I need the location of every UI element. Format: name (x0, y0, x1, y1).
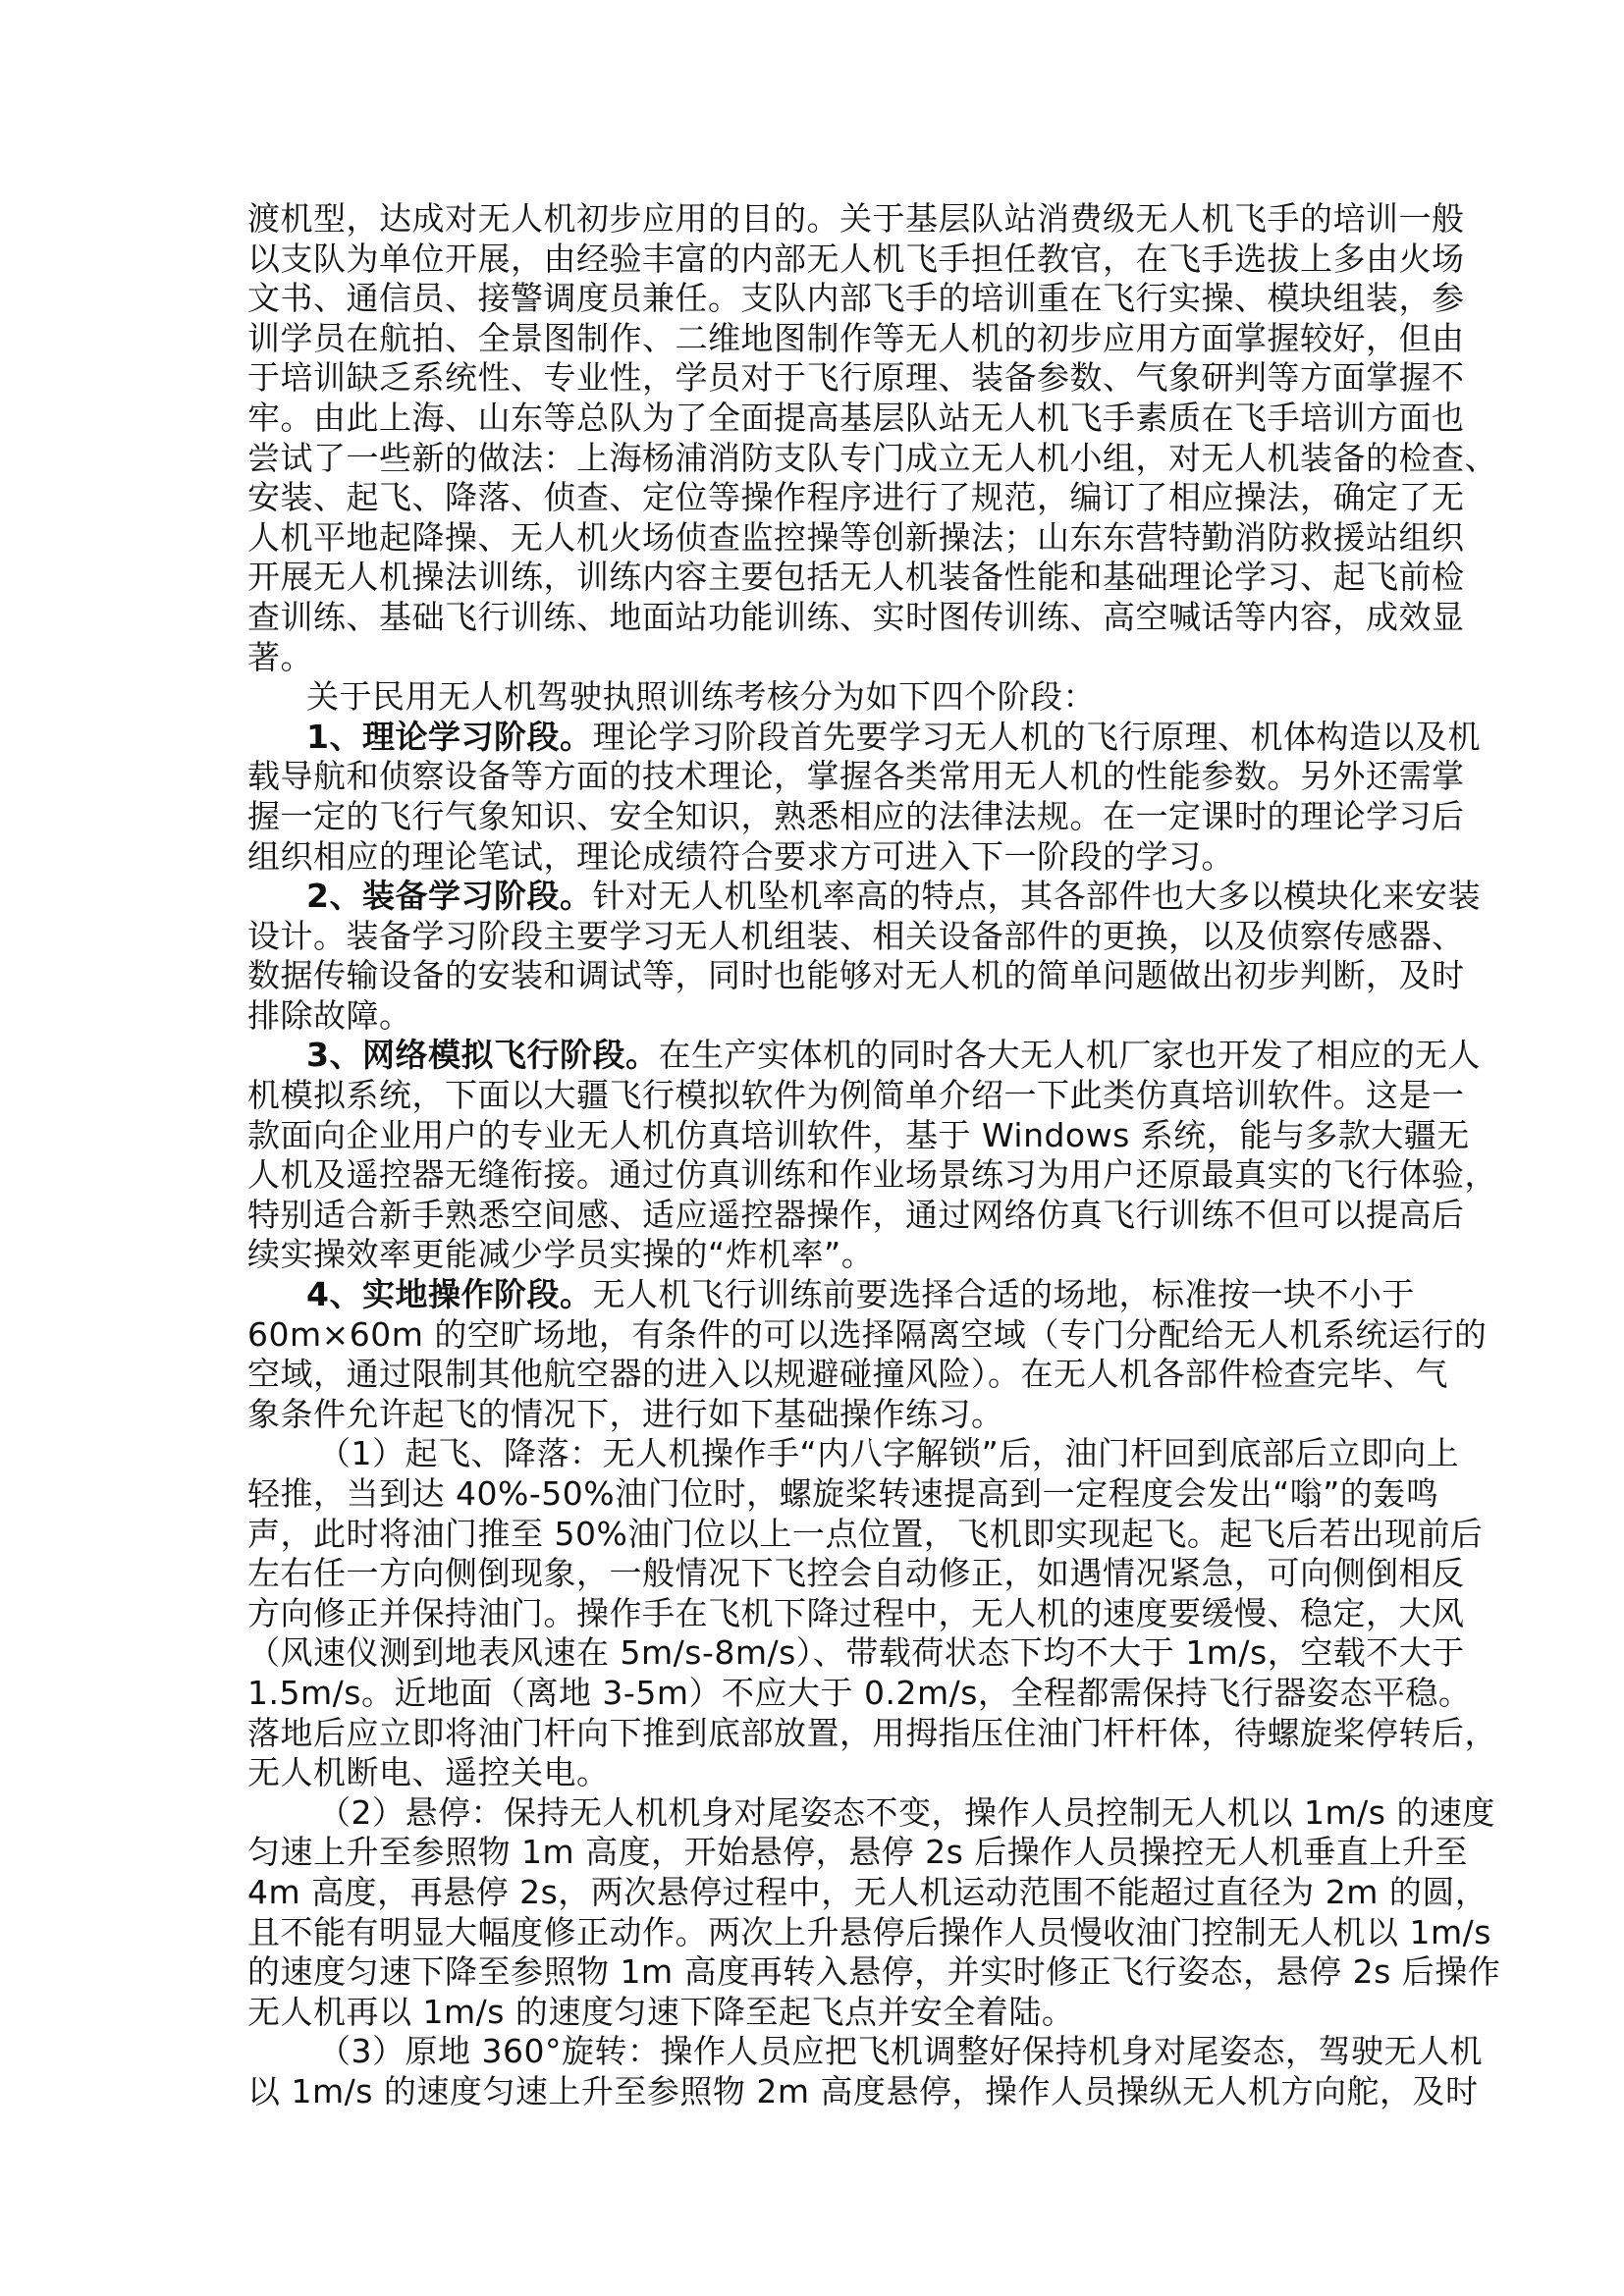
text-line (247, 1355, 1448, 1395)
text-line (247, 1115, 1470, 1156)
text-line (247, 837, 1375, 878)
text-line (247, 996, 1375, 1037)
text-line (247, 1713, 1497, 1754)
line-text: 方向修正并保持油门。操作手在飞机下降过程中，无人机的速度要缓慢、稳定，大风 (247, 1593, 1465, 1632)
paragraph (247, 1036, 1497, 1275)
text-line (247, 1314, 1488, 1356)
text-line (247, 1993, 1375, 2033)
text-line (247, 358, 1465, 399)
line-text: 以 1m/s 的速度匀速上升至参照物 2m 高度悬停，操作人员操纵无人机方向舵，及时 (247, 2071, 1479, 2110)
text-line (247, 796, 1465, 837)
text-line (247, 558, 1465, 598)
line-text: 无人机断电、遥控关电。 (247, 1753, 610, 1792)
line-text: 机模拟系统，下面以大疆飞行模拟软件为例简单介绍一下此类仿真培训软件。这是一 (247, 1076, 1465, 1115)
line-text: 排除故障。 (247, 995, 412, 1035)
line-text: 4m 高度，再悬停 2s，两次悬停过程中，无人机运动范围不能超过直径为 2m 的圆， (247, 1872, 1489, 1911)
text-line (247, 1514, 1484, 1555)
section-heading: 3、网络模拟飞行阶段。 (306, 1036, 659, 1075)
text-line (247, 1952, 1501, 1993)
text-line (247, 916, 1465, 957)
text-line (247, 1554, 1465, 1594)
text-line (247, 279, 1465, 319)
paragraph (247, 2032, 1483, 2111)
section-heading: 2、装备学习阶段。 (306, 877, 593, 916)
line-text: 针对无人机坠机率高的特点，其各部件也大多以模块化来安装 (592, 877, 1481, 916)
line-text: 无人机飞行训练前要选择合适的场地，标准按一块不小于 (592, 1275, 1415, 1314)
text-line (247, 438, 1497, 479)
text-line (247, 239, 1465, 280)
line-text: 无人机再以 1m/s 的速度匀速下降至起飞点并安全着陆。 (247, 1992, 1075, 2031)
line-text: 款面向企业用户的专业无人机仿真培训软件，基于 Windows 系统，能与多款大疆无 (247, 1115, 1470, 1154)
line-text: 人机及遥控器无缝衔接。通过仿真训练和作业场景练习为用户还原最真实的飞行体验， (247, 1155, 1497, 1195)
line-text: （风速仪测到地表风速在 5m/s-8m/s）、带载荷状态下均不大于 1m/s，空载不大于 (247, 1633, 1465, 1673)
line-text: 在生产实体机的同时各大无人机厂家也开发了相应的无人 (658, 1036, 1481, 1075)
text-line (247, 478, 1465, 518)
document-body (247, 199, 1501, 2112)
line-text: 著。 (247, 637, 313, 676)
line-text: 且不能有明显大幅度修正动作。两次上升悬停后操作人员慢收油门控制无人机以 1m/s (247, 1912, 1491, 1951)
line-text: 轻推，当到达 40%-50%油门位时，螺旋桨转速提高到一定程度会发出“嗡”的轰鸣 (247, 1474, 1439, 1513)
line-text: 开展无人机操法训练，训练内容主要包括无人机装备性能和基础理论学习、起飞前检 (247, 558, 1465, 597)
section-heading: 1、理论学习阶段。 (306, 717, 593, 756)
text-line (247, 1395, 1375, 1435)
text-line (247, 1633, 1465, 1674)
text-line (247, 2071, 1479, 2112)
line-text: 落地后应立即将油门杆向下推到底部放置，用拇指压住油门杆杆体，待螺旋桨停转后， (247, 1713, 1497, 1752)
text-line (247, 1912, 1491, 1953)
line-text: 数据传输设备的安装和调试等，同时也能够对无人机的简单问题做出初步判断，及时 (247, 956, 1465, 995)
line-text: （1）起飞、降落：无人机操作手“内八字解锁”后，油门杆回到底部后立即向上 (318, 1434, 1460, 1473)
line-text: 握一定的飞行气象知识、安全知识，熟悉相应的法律法规。在一定课时的理论学习后 (247, 796, 1465, 835)
line-text: 安装、起飞、降落、侦查、定位等操作程序进行了规范，编订了相应操法，确定了无 (247, 478, 1465, 517)
line-text: 声，此时将油门推至 50%油门位以上一点位置，飞机即实现起飞。起飞后若出现前后 (247, 1514, 1484, 1553)
text-line (247, 717, 1481, 758)
paragraph (247, 1275, 1488, 1434)
text-line (247, 638, 1375, 678)
line-text: 60m×60m 的空旷场地，有条件的可以选择隔离空域（专门分配给无人机系统运行的 (247, 1314, 1488, 1354)
text-line (247, 1872, 1489, 1913)
paragraph (247, 199, 1497, 677)
line-text: 象条件允许起飞的情况下，进行如下基础操作练习。 (247, 1394, 1004, 1433)
text-line (247, 1434, 1460, 1474)
paragraph (247, 877, 1481, 1036)
line-text: 人机平地起降操、无人机火场侦查监控操等创新操法；山东东营特勤消防救援站组织 (247, 517, 1465, 557)
text-line (247, 1673, 1472, 1714)
line-text: 于培训缺乏系统性、专业性，学员对于飞行原理、装备参数、气象研判等方面掌握不 (247, 358, 1465, 398)
paragraph (247, 1792, 1501, 2033)
line-text: 理论学习阶段首先要学习无人机的飞行原理、机体构造以及机 (592, 717, 1481, 756)
text-line (247, 877, 1481, 917)
text-line (247, 1833, 1468, 1873)
line-text: 左右任一方向侧倒现象，一般情况下飞控会自动修正，如遇情况紧急，可向侧倒相反 (247, 1554, 1465, 1593)
paragraph (247, 677, 1375, 718)
text-line (247, 757, 1465, 797)
paragraph (247, 717, 1481, 877)
line-text: 文书、通信员、接警调度员兼任。支队内部飞手的培训重在飞行实操、模块组装，参 (247, 279, 1465, 318)
text-line (247, 517, 1465, 559)
text-line (247, 1235, 1375, 1275)
line-text: 查训练、基础飞行训练、地面站功能训练、实时图传训练、高空喊话等内容，成效显 (247, 597, 1465, 636)
line-text: 尝试了一些新的做法：上海杨浦消防支队专门成立无人机小组，对无人机装备的检查、 (247, 438, 1497, 477)
line-text: 1.5m/s。近地面（离地 3-5m）不应大于 0.2m/s，全程都需保持飞行器姿态平稳。 (247, 1673, 1472, 1712)
text-line (247, 398, 1465, 439)
section-heading: 4、实地操作阶段。 (306, 1275, 593, 1314)
line-text: 载导航和侦察设备等方面的技术理论，掌握各类常用无人机的性能参数。另外还需掌 (247, 757, 1465, 796)
line-text: 空域，通过限制其他航空器的进入以规避碰撞风险）。在无人机各部件检查完毕、气 (247, 1355, 1448, 1394)
line-text: （3）原地 360°旋转：操作人员应把飞机调整好保持机身对尾姿态，驾驶无人机 (318, 2032, 1483, 2071)
text-line (247, 1792, 1495, 1834)
paragraph (247, 1434, 1497, 1792)
line-text: 匀速上升至参照物 1m 高度，开始悬停，悬停 2s 后操作人员操控无人机垂直上升至 (247, 1833, 1468, 1872)
text-line (247, 1155, 1497, 1196)
line-text: 的速度匀速下降至参照物 1m 高度再转入悬停，并实时修正飞行姿态，悬停 2s 后操作 (247, 1952, 1501, 1992)
line-text: 特别适合新手熟悉空间感、适应遥控器操作，通过网络仿真飞行训练不但可以提高后 (247, 1195, 1465, 1234)
line-text: 设计。装备学习阶段主要学习无人机组装、相关设备部件的更换，以及侦察传感器、 (247, 916, 1465, 955)
text-line (247, 1275, 1415, 1315)
line-text: 续实操效率更能减少学员实操的“炸机率”。 (247, 1235, 875, 1274)
text-line (247, 956, 1465, 996)
line-text: （2）悬停：保持无人机机身对尾姿态不变，操作人员控制无人机以 1m/s 的速度 (318, 1792, 1495, 1832)
line-text: 关于民用无人机驾驶执照训练考核分为如下四个阶段： (306, 677, 1096, 717)
text-line (247, 597, 1465, 638)
text-line (247, 1474, 1439, 1515)
text-line (247, 1593, 1465, 1634)
line-text: 以支队为单位开展，由经验丰富的内部无人机飞手担任教官，在飞手选拔上多由火场 (247, 239, 1465, 278)
text-line (247, 1195, 1465, 1236)
text-line (247, 2032, 1483, 2072)
line-text: 组织相应的理论笔试，理论成绩符合要求方可进入下一阶段的学习。 (247, 836, 1234, 876)
line-text: 牢。由此上海、山东等总队为了全面提高基层队站无人机飞手素质在飞手培训方面也 (247, 398, 1465, 437)
text-line (247, 1076, 1465, 1116)
line-text: 训学员在航拍、全景图制作、二维地图制作等无人机的初步应用方面掌握较好，但由 (247, 318, 1465, 357)
text-line (247, 1036, 1481, 1076)
text-line (247, 1753, 1375, 1793)
text-line (247, 199, 1465, 240)
text-line (247, 318, 1465, 359)
text-line (247, 677, 1375, 718)
line-text: 渡机型，达成对无人机初步应用的目的。关于基层队站消费级无人机飞手的培训一般 (247, 199, 1465, 238)
